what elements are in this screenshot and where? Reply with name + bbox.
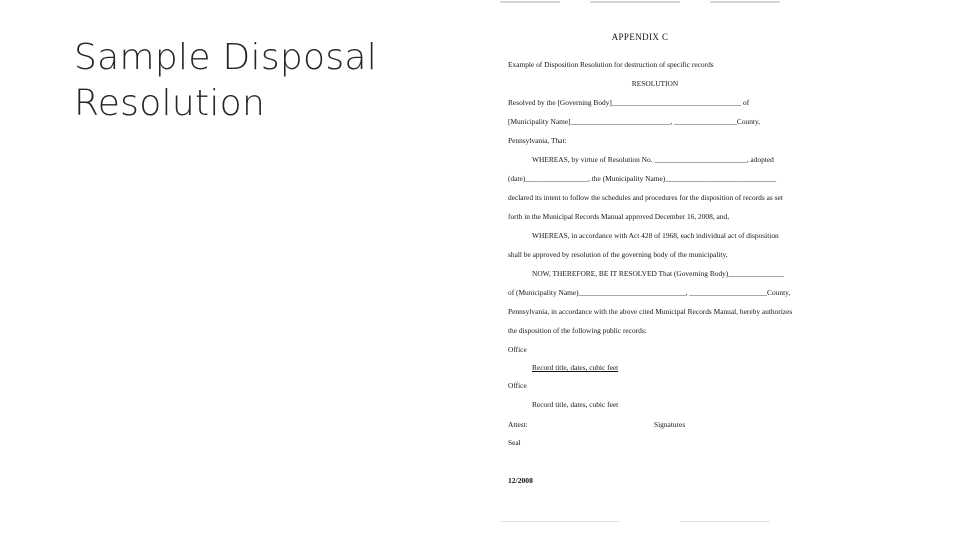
doc-line-6: declared its intent to follow the schedules and procedures for the disposition of records as set (508, 193, 783, 202)
doc-line-13: the disposition of the following public records: (508, 326, 647, 335)
doc-office-1: Office (508, 345, 527, 354)
doc-seal: Seal (508, 438, 521, 447)
doc-line-4: WHEREAS, by virtue of Resolution No. _________________________, adopted (532, 155, 774, 164)
scan-artifact-bottom (500, 520, 820, 524)
scanned-document-image (470, 0, 840, 540)
doc-line-2: [Municipality Name]___________________________, _________________County, (508, 117, 761, 126)
doc-attest: Attest: (508, 420, 528, 429)
doc-signatures: Signatures (654, 420, 686, 429)
doc-record-1: Record title, dates, cubic feet (532, 363, 619, 372)
doc-record-2: Record title, dates, cubic feet (532, 400, 619, 409)
doc-line-1: Resolved by the [Governing Body]___________________________________ of (508, 98, 750, 107)
doc-appendix-label: APPENDIX C (611, 32, 669, 42)
doc-office-2: Office (508, 381, 527, 390)
doc-heading: RESOLUTION (631, 79, 679, 88)
doc-line-8: WHEREAS, in accordance with Act 428 of 1968, each individual act of disposition (532, 231, 779, 240)
doc-line-9: shall be approved by resolution of the governing body of the municipality, (508, 250, 728, 259)
doc-line-7: forth in the Municipal Records Manual approved December 16, 2008, and, (508, 212, 730, 221)
doc-line-3: Pennsylvania, That: (508, 136, 567, 145)
doc-footer-date: 12/2008 (508, 476, 533, 485)
doc-line-10: NOW, THEREFORE, BE IT RESOLVED That (Governing Body)_______________ (532, 269, 784, 278)
doc-line-11: of (Municipality Name)_____________________________, _____________________County, (508, 288, 791, 297)
doc-line-5: (date)_________________, the (Municipality Name)______________________________ (508, 174, 777, 183)
slide-title-line-2: Resolution (74, 83, 266, 124)
doc-subtitle: Example of Disposition Resolution for destruction of specific records (508, 60, 714, 69)
doc-line-12: Pennsylvania, in accordance with the above cited Municipal Records Manual, hereby authorizes (508, 307, 793, 316)
slide-title-line-1: Sample Disposal (74, 37, 378, 78)
slide-title (74, 35, 404, 127)
scan-artifact-top (480, 0, 830, 8)
